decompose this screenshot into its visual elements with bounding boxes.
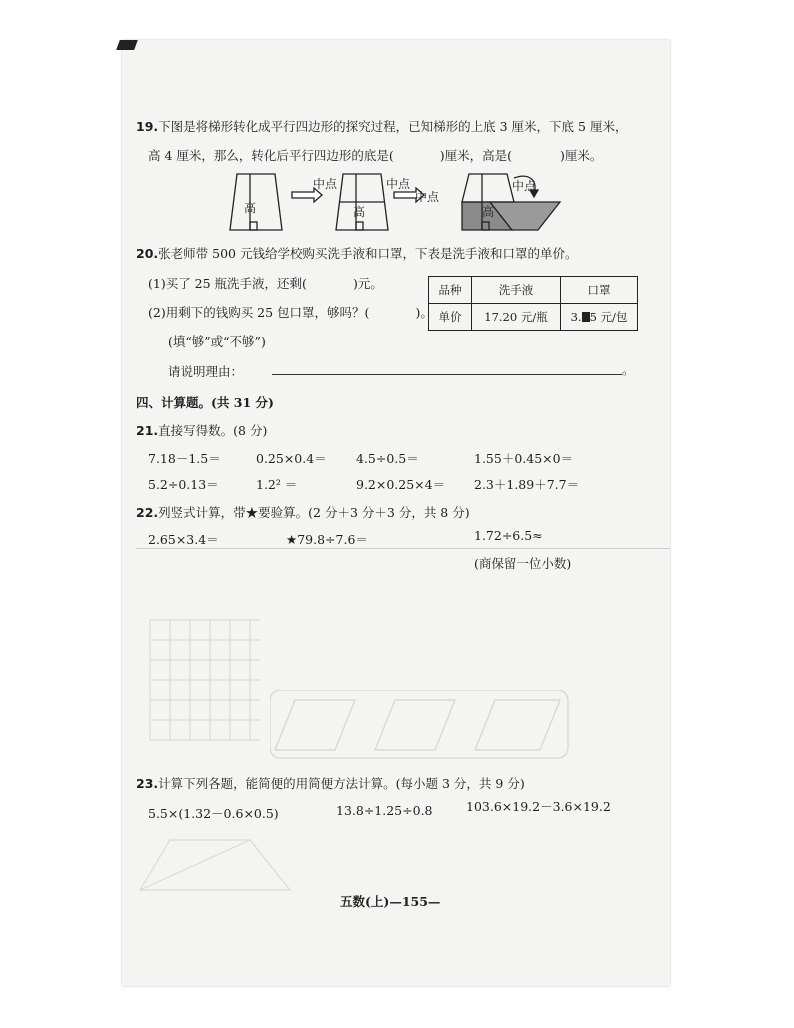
q23-number: 23.: [136, 776, 159, 791]
bleed-grid-graphic: [140, 610, 270, 760]
table-row: [429, 304, 638, 331]
mask-price-suffix: 5 元/包: [589, 310, 628, 324]
q19-fig-mid-4: 中点: [512, 179, 537, 193]
table-header-soap: 洗手液: [472, 277, 561, 304]
q19-fig-mid-3: 中点: [415, 190, 440, 204]
q20-sub2-text-b: )。: [415, 305, 433, 320]
q19-text2a: 高 4 厘米，那么，转化后平行四边形的底是(: [148, 148, 394, 163]
q19-text2b: )厘米，高是(: [439, 148, 513, 163]
q23-item-1[interactable]: 5.5×(1.32－0.6×0.5): [148, 806, 279, 821]
q21-item-3[interactable]: 4.5÷0.5＝: [356, 451, 419, 466]
q19-text1: 下图是将梯形转化成平行四边形的探究过程，已知梯形的上底 3 厘米，下底 5 厘米，: [158, 119, 628, 134]
q21-item-8[interactable]: 2.3＋1.89＋7.7＝: [474, 477, 580, 492]
bleed-shapes-graphic: [270, 690, 570, 760]
bleed-through-line: [136, 548, 670, 549]
q20-reason-label: [168, 364, 243, 380]
bleed-trapezoid-graphic: [130, 830, 300, 900]
q20-reason-text: 请说明理由：: [168, 364, 244, 379]
q23-title: [136, 776, 525, 792]
q21-item-1[interactable]: 7.18－1.5＝: [148, 451, 221, 466]
q22-title-text: 列竖式计算，带★要验算。(2 分＋3 分＋3 分，共 8 分): [158, 505, 470, 520]
table-cell-soap-price: 17.20 元/瓶: [472, 304, 561, 331]
q22-title: [136, 505, 470, 521]
section-4-title: 四、计算题。(共 31 分): [136, 395, 274, 410]
q20-price-table: [428, 276, 638, 331]
q20-hint: (填“够”或“不够”): [168, 334, 266, 349]
q19-number: 19.: [136, 119, 159, 134]
q19-fig-height-2: 高: [353, 205, 366, 219]
table-cell-price-label: 单价: [429, 304, 472, 331]
page-footer: 五数(上)—155—: [340, 894, 441, 909]
q23-item-2[interactable]: 13.8÷1.25÷0.8: [336, 803, 433, 818]
q19-figure: [220, 168, 570, 238]
q22-item-1[interactable]: 2.65×3.4＝: [148, 532, 219, 547]
q23-item-3[interactable]: 103.6×19.2－3.6×19.2: [466, 799, 611, 814]
q21-title-text: 直接写得数。(8 分): [158, 423, 268, 438]
q21-item-4[interactable]: 1.55＋0.45×0＝: [474, 451, 574, 466]
table-cell-mask-price: [561, 304, 638, 331]
ink-blot-icon: [582, 312, 590, 322]
q21-item-2[interactable]: 0.25×0.4＝: [256, 451, 327, 466]
q23-title-text: 计算下列各题，能简便的用简便方法计算。(每小题 3 分，共 9 分): [158, 776, 525, 791]
q22-number: 22.: [136, 505, 159, 520]
q21-number: 21.: [136, 423, 159, 438]
q20-sub2: [148, 305, 433, 321]
q20-intro-text: 张老师带 500 元钱给学校购买洗手液和口罩，下表是洗手液和口罩的单价。: [158, 246, 578, 261]
q20-sub2-text-a: (2)用剩下的钱购买 25 包口罩，够吗？(: [148, 305, 370, 320]
q21-item-5[interactable]: 5.2÷0.13＝: [148, 477, 219, 492]
q20-number: 20.: [136, 246, 159, 261]
page-corner-shadow: [116, 40, 138, 50]
q20-reason-answer-line[interactable]: [272, 374, 622, 375]
q19-fig-mid-2: 中点: [386, 177, 411, 191]
mask-price-prefix: 3.: [570, 310, 582, 324]
table-row: [429, 277, 638, 304]
q20-intro: [136, 246, 577, 262]
q21-item-6[interactable]: 1.2² ＝: [256, 477, 298, 492]
q21-item-7[interactable]: 9.2×0.25×4＝: [356, 477, 446, 492]
q19-fig-mid-1: 中点: [313, 177, 338, 191]
q19-fig-height-1: 高: [244, 201, 257, 215]
q20-sub1-text-b: )元。: [352, 276, 383, 291]
q19-fig-height-3: 高: [482, 205, 495, 219]
q20-sub1-text-a: (1)买了 25 瓶洗手液，还剩(: [148, 276, 307, 291]
q19-line2: [148, 148, 602, 164]
q20-reason-end: 。: [622, 362, 635, 377]
q19-text2c: )厘米。: [560, 148, 603, 163]
q19-line1: [136, 119, 627, 135]
table-header-mask: 口罩: [561, 277, 638, 304]
q22-item-3[interactable]: 1.72÷6.5≈: [474, 528, 543, 543]
q21-title: [136, 423, 267, 439]
q22-item-2[interactable]: ★79.8÷7.6＝: [286, 532, 368, 547]
q20-sub1: [148, 276, 383, 292]
table-header-item: 品种: [429, 277, 472, 304]
q22-rounding-note: (商保留一位小数): [474, 556, 572, 571]
